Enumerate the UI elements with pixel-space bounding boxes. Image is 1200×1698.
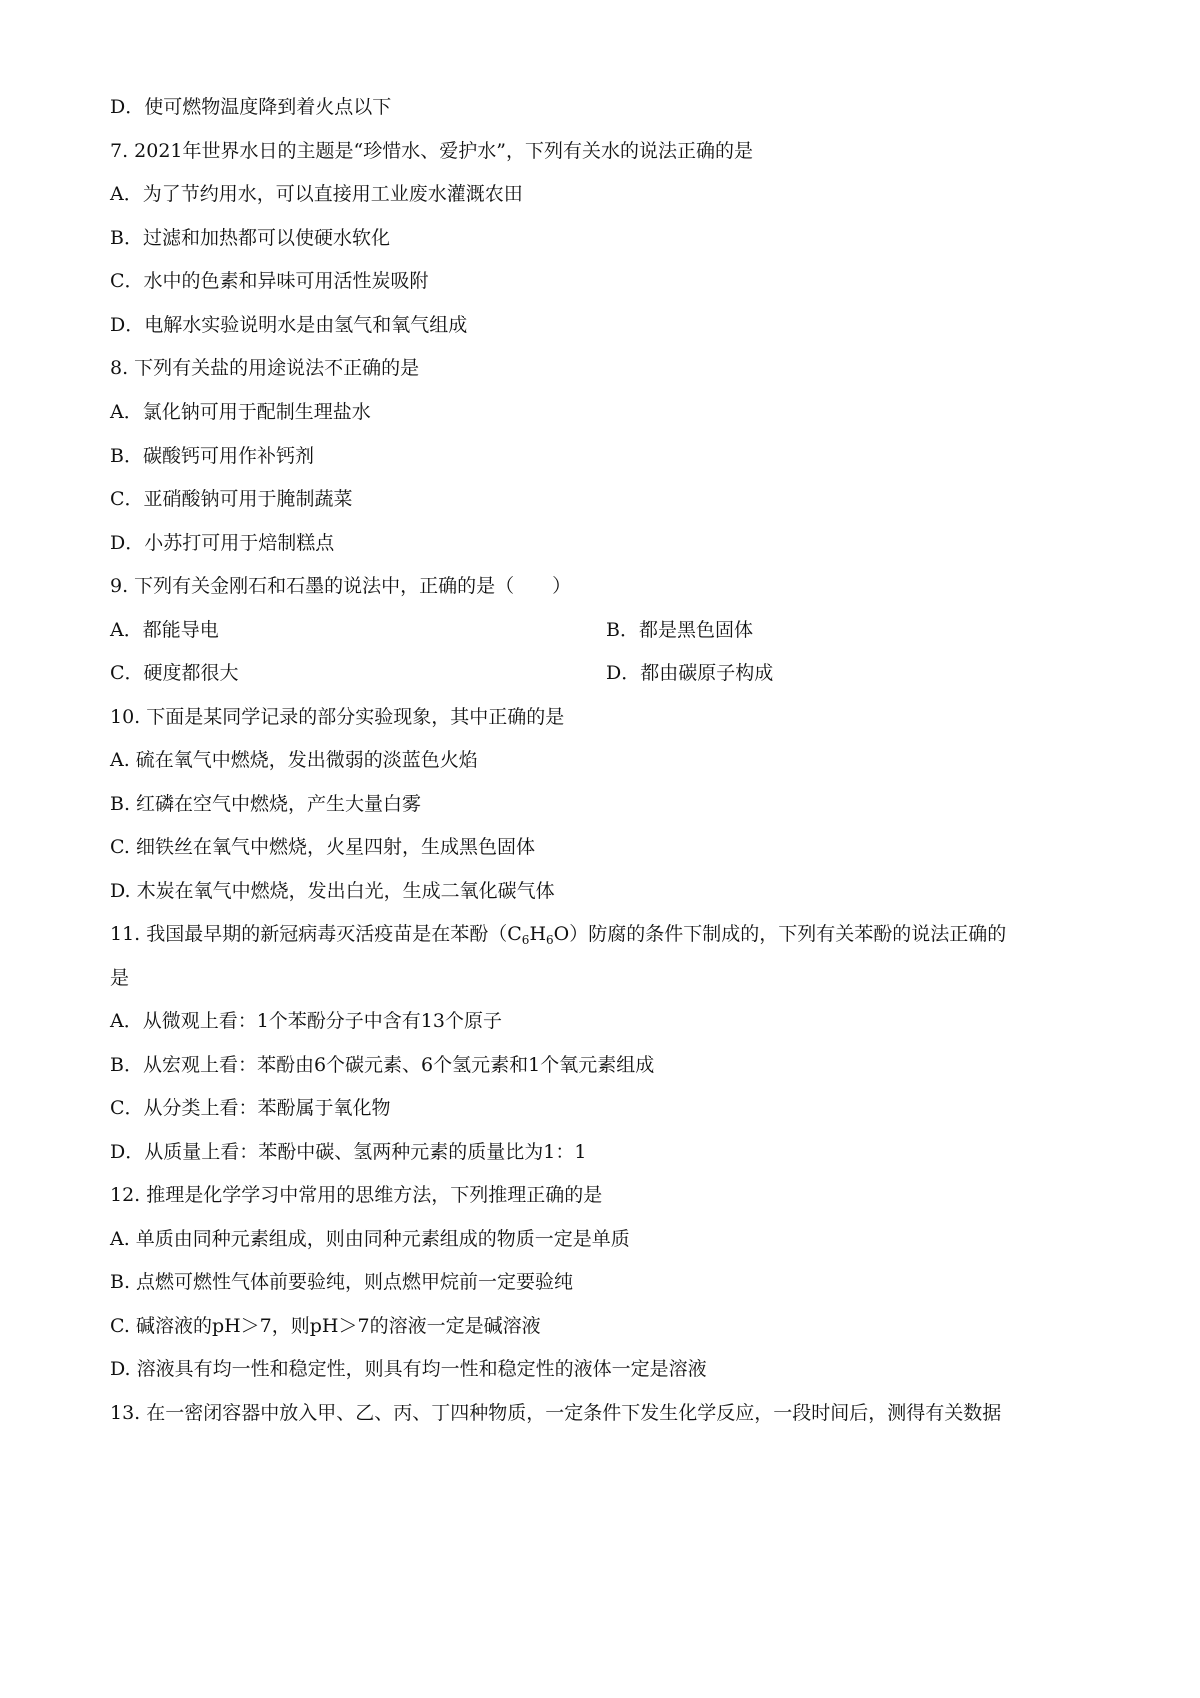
q12-stem: 12. 推理是化学学习中常用的思维方法，下列推理正确的是 [110,1184,603,1206]
q9-option-b: B．都是黑色固体 [606,619,753,641]
q6-option-d: D．使可燃物温度降到着火点以下 [110,96,392,118]
q10-option-a: A. 硫在氧气中燃烧，发出微弱的淡蓝色火焰 [110,749,478,771]
q11-option-c: C．从分类上看：苯酚属于氧化物 [110,1097,391,1119]
q12-option-a: A. 单质由同种元素组成，则由同种元素组成的物质一定是单质 [110,1228,630,1250]
q11-option-b: B．从宏观上看：苯酚由6个碳元素、6个氢元素和1个氧元素组成 [110,1054,655,1076]
q10-stem: 10. 下面是某同学记录的部分实验现象，其中正确的是 [110,706,565,728]
q8-option-b: B．碳酸钙可用作补钙剂 [110,445,314,467]
q12-option-c: C. 碱溶液的pH＞7，则pH＞7的溶液一定是碱溶液 [110,1315,541,1337]
q8-stem: 8. 下列有关盐的用途说法不正确的是 [110,357,420,379]
q11-subscript-c: 6 [521,933,530,947]
q11-stem-end: O）防腐的条件下制成的，下列有关苯酚的说法正确的 [553,923,1007,945]
q7-option-b: B．过滤和加热都可以使硬水软化 [110,227,390,249]
q8-option-a: A．氯化钠可用于配制生理盐水 [110,401,371,423]
q7-option-c: C．水中的色素和异味可用活性炭吸附 [110,270,429,292]
q9-option-c: C．硬度都很大 [110,662,239,684]
q11-stem [110,921,1006,947]
q7-option-d: D．电解水实验说明水是由氢气和氧气组成 [110,314,468,336]
q11-formula-h: H [529,923,547,945]
q9-option-a: A．都能导电 [110,619,219,641]
q13-stem: 13. 在一密闭容器中放入甲、乙、丙、丁四种物质，一定条件下发生化学反应，一段时间后，测得有关数据 [110,1402,1002,1424]
q11-stem-start: 11. 我国最早期的新冠病毒灭活疫苗是在苯酚（C [110,923,522,945]
q12-option-d: D. 溶液具有均一性和稳定性，则具有均一性和稳定性的液体一定是溶液 [110,1358,707,1380]
q9-option-d: D．都由碳原子构成 [606,662,774,684]
q9-stem: 9. 下列有关金刚石和石墨的说法中，正确的是（ ） [110,575,572,597]
q11-subscript-h: 6 [546,933,554,947]
q8-option-d: D．小苏打可用于焙制糕点 [110,532,335,554]
q11-option-d: D．从质量上看：苯酚中碳、氢两种元素的质量比为1：1 [110,1141,587,1163]
q7-option-a: A．为了节约用水，可以直接用工业废水灌溉农田 [110,183,523,205]
q12-option-b: B. 点燃可燃性气体前要验纯，则点燃甲烷前一定要验纯 [110,1271,574,1293]
q11-option-a: A．从微观上看：1个苯酚分子中含有13个原子 [110,1010,502,1032]
q8-option-c: C．亚硝酸钠可用于腌制蔬菜 [110,488,353,510]
q7-stem: 7. 2021年世界水日的主题是“珍惜水、爱护水”，下列有关水的说法正确的是 [110,140,753,162]
q10-option-c: C. 细铁丝在氧气中燃烧，火星四射，生成黑色固体 [110,836,535,858]
q10-option-b: B. 红磷在空气中燃烧，产生大量白雾 [110,793,422,815]
q10-option-d: D. 木炭在氧气中燃烧，发出白光，生成二氧化碳气体 [110,880,555,902]
q11-stem-continued: 是 [110,967,130,989]
